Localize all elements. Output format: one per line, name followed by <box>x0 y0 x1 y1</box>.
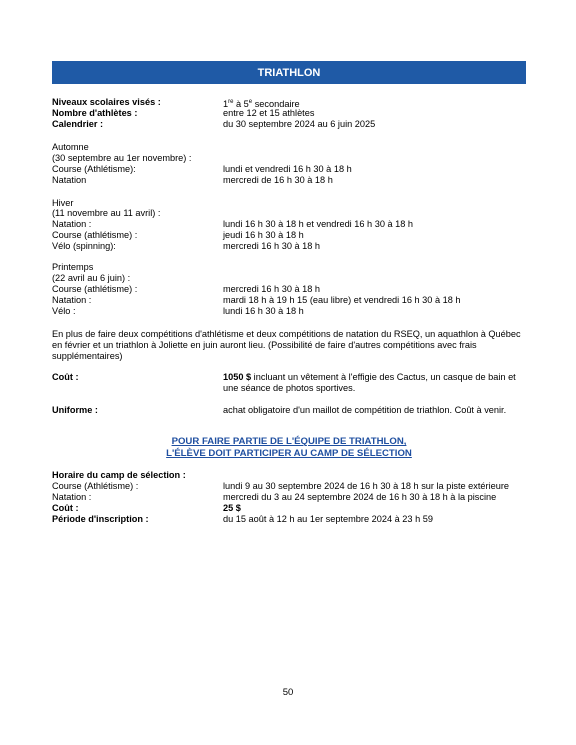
season-name-spring: Printemps <box>52 262 94 272</box>
camp-label: Course (Athlétisme) : <box>52 481 139 491</box>
schedule-label: Course (athlétisme) : <box>52 230 138 240</box>
info-label-athletes: Nombre d'athlètes : <box>52 108 138 118</box>
schedule-label: Natation : <box>52 295 92 305</box>
info-value-athletes: entre 12 et 15 athlètes <box>223 108 315 118</box>
camp-label: Natation : <box>52 492 92 502</box>
competitions-paragraph: En plus de faire deux compétitions d'athlétisme et deux compétitions de natation du RSEQ, un aquathlon à Québec en février et un triathlon à Joliette en juin auront lieu. (Possibilité de faire d'autres compétitions avec frais supplémentaires) <box>52 329 521 361</box>
schedule-value: mercredi 16 h 30 à 18 h <box>223 241 321 251</box>
schedule-value: mardi 18 h à 19 h 15 (eau libre) et vendredi 16 h 30 à 18 h <box>223 295 461 305</box>
selection-camp-link-line1[interactable]: POUR FAIRE PARTIE DE L'ÉQUIPE DE TRIATHLON, <box>171 436 407 447</box>
camp-cost-value: 25 $ <box>223 503 241 513</box>
schedule-label: Course (athlétisme) : <box>52 284 138 294</box>
schedule-label: Course (Athlétisme): <box>52 164 136 174</box>
cost-label: Coût : <box>52 372 79 382</box>
season-name-winter: Hiver <box>52 198 74 208</box>
uniform-label: Uniforme : <box>52 405 98 415</box>
cost-value: 1050 $ incluant un vêtement à l'effigie des Cactus, un casque de bain et <box>223 372 516 382</box>
schedule-label: Vélo (spinning): <box>52 241 116 251</box>
season-range-winter: (11 novembre au 11 avril) : <box>52 208 161 218</box>
banner-title: TRIATHLON <box>257 66 321 79</box>
camp-value: lundi 9 au 30 septembre 2024 de 16 h 30 à 18 h sur la piste extérieure <box>223 481 510 491</box>
schedule-value: mercredi de 16 h 30 à 18 h <box>223 175 333 185</box>
schedule-value: lundi et vendredi 16 h 30 à 18 h <box>223 164 352 174</box>
schedule-label: Natation <box>52 175 87 185</box>
cost-value-line2: une séance de photos sportives. <box>223 383 356 393</box>
registration-value: du 15 août à 12 h au 1er septembre 2024 à 23 h 59 <box>223 514 433 524</box>
season-name-autumn: Automne <box>52 142 89 152</box>
camp-heading: Horaire du camp de sélection : <box>52 470 186 480</box>
page-number: 50 <box>282 687 294 698</box>
info-label-calendar: Calendrier : <box>52 119 104 129</box>
info-value-levels: 1re à 5e secondaire <box>223 99 300 110</box>
camp-value: mercredi du 3 au 24 septembre 2024 de 16 h 30 à 18 h à la piscine <box>223 492 497 502</box>
uniform-value: achat obligatoire d'un maillot de compétition de triathlon. Coût à venir. <box>223 405 507 415</box>
schedule-label: Natation : <box>52 219 92 229</box>
season-range-autumn: (30 septembre au 1er novembre) : <box>52 153 192 163</box>
schedule-value: lundi 16 h 30 à 18 h et vendredi 16 h 30 à 18 h <box>223 219 414 229</box>
schedule-label: Vélo : <box>52 306 76 316</box>
camp-cost-label: Coût : <box>52 503 79 513</box>
section-banner <box>52 61 526 84</box>
selection-camp-link-line2[interactable]: L'ÉLÈVE DOIT PARTICIPER AU CAMP DE SÉLECTION <box>166 448 412 459</box>
season-range-spring: (22 avril au 6 juin) : <box>52 273 131 283</box>
schedule-value: lundi 16 h 30 à 18 h <box>223 306 304 316</box>
registration-label: Période d'inscription : <box>52 514 149 524</box>
info-label-levels: Niveaux scolaires visés : <box>52 97 161 107</box>
schedule-value: mercredi 16 h 30 à 18 h <box>223 284 321 294</box>
schedule-value: jeudi 16 h 30 à 18 h <box>223 230 304 240</box>
info-value-calendar: du 30 septembre 2024 au 6 juin 2025 <box>223 119 376 129</box>
